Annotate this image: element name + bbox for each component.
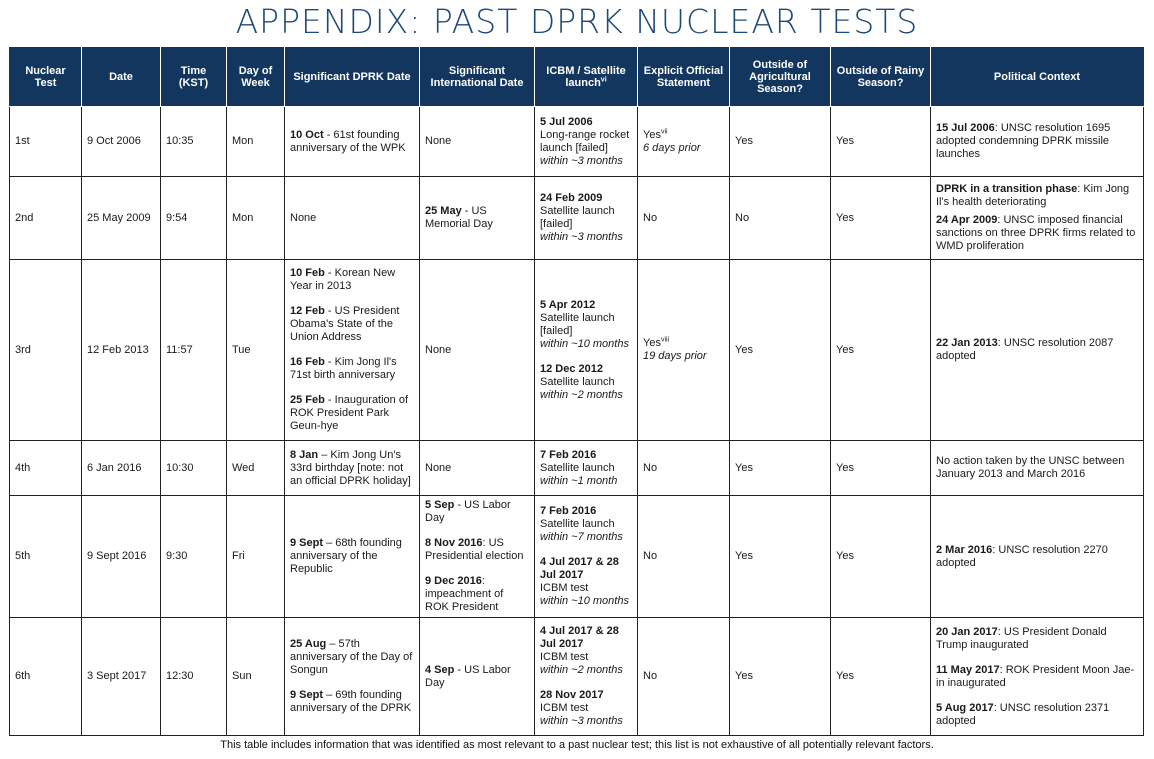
icbm-entry xyxy=(540,505,632,544)
header-agricultural: Outside of Agricultural Season? xyxy=(730,48,831,107)
dprk-entry-text: – 57th anniversary of the Day of Songun xyxy=(290,638,413,676)
table-row xyxy=(10,441,1144,496)
political-entry-text: : ROK President Moon Jae-in inaugurated xyxy=(936,663,1135,689)
cell-rainy: Yes xyxy=(831,107,931,177)
cell-icbm xyxy=(535,260,638,441)
cell-date: 25 May 2009 xyxy=(82,177,161,260)
dprk-entry-date: 25 Aug xyxy=(290,638,327,650)
dprk-entry xyxy=(290,129,414,155)
dprk-entry-text: – 69th founding anniversary of the DPRK xyxy=(290,689,412,714)
intl-entry-text: - US Labor Day xyxy=(425,499,511,524)
cell-time: 10:30 xyxy=(161,441,227,496)
icbm-entry-interval: within ~1 month xyxy=(540,474,618,487)
intl-entry-date: 4 Sep xyxy=(425,663,455,676)
cell-intl-date: None xyxy=(420,260,535,441)
icbm-entry-date: 7 Feb 2016 xyxy=(540,448,597,461)
icbm-entry-text: ICBM test xyxy=(540,651,589,663)
header-time: Time (KST) xyxy=(161,48,227,107)
cell-dprk-date xyxy=(285,496,420,618)
intl-entry xyxy=(425,205,529,231)
cell-agricultural: Yes xyxy=(730,107,831,177)
icbm-entry xyxy=(540,363,632,402)
table-row xyxy=(10,496,1144,618)
icbm-entry-text: Long-range rocket launch [failed] xyxy=(540,128,630,154)
political-entry-text: : Kim Jong Il's health deteriorating xyxy=(936,183,1130,208)
cell-icbm xyxy=(535,618,638,736)
icbm-entry-date: 24 Feb 2009 xyxy=(540,192,603,204)
cell-intl-date: None xyxy=(420,107,535,177)
icbm-entry-text: Satellite launch [failed] xyxy=(540,205,615,230)
table-row xyxy=(10,107,1144,177)
cell-dow: Wed xyxy=(227,441,285,496)
cell-icbm xyxy=(535,496,638,618)
cell-political xyxy=(931,260,1144,441)
cell-icbm xyxy=(535,107,638,177)
intl-entry xyxy=(425,499,529,525)
intl-entry-text: : impeachment of ROK President xyxy=(425,575,504,613)
dprk-entry-text: - 61st founding anniversary of the WPK xyxy=(290,128,406,154)
dprk-entry-date: 9 Sept xyxy=(290,689,324,701)
political-entry-date: 20 Jan 2017 xyxy=(936,625,998,638)
intl-entry-text: - US Labor Day xyxy=(425,663,511,689)
cell-intl-date xyxy=(420,177,535,260)
cell-political xyxy=(931,177,1144,260)
cell-dprk-date xyxy=(285,441,420,496)
intl-entry-date: 9 Dec 2016 xyxy=(425,575,482,587)
cell-political xyxy=(931,107,1144,177)
cell-statement: No xyxy=(638,618,730,736)
cell-dow: Tue xyxy=(227,260,285,441)
political-entry-date: DPRK in a transition phase xyxy=(936,183,1078,195)
political-entry xyxy=(936,664,1138,690)
icbm-entry-text: ICBM test xyxy=(540,702,589,714)
cell-rainy: Yes xyxy=(831,618,931,736)
statement-footnote: viii xyxy=(660,336,670,344)
icbm-entry-interval: within ~10 months xyxy=(540,595,629,607)
header-nuclear-test: Nuclear Test xyxy=(10,48,82,107)
header-rainy: Outside of Rainy Season? xyxy=(831,48,931,107)
table-row xyxy=(10,260,1144,441)
cell-dow: Sun xyxy=(227,618,285,736)
table-row xyxy=(10,177,1144,260)
icbm-entry-interval: within ~2 months xyxy=(540,388,623,401)
dprk-entry xyxy=(290,356,414,382)
cell-political: No action taken by the UNSC between January 2013 and March 2016 xyxy=(931,441,1144,496)
cell-date: 3 Sept 2017 xyxy=(82,618,161,736)
cell-agricultural: Yes xyxy=(730,441,831,496)
cell-dow: Fri xyxy=(227,496,285,618)
statement-text: Yes xyxy=(643,337,661,349)
header-political: Political Context xyxy=(931,48,1144,107)
header-row xyxy=(10,48,1144,107)
icbm-entry-text: ICBM test xyxy=(540,582,589,594)
cell-rainy: Yes xyxy=(831,177,931,260)
icbm-entry xyxy=(540,192,632,244)
header-intl-date: Significant International Date xyxy=(420,48,535,107)
cell-statement xyxy=(638,260,730,441)
cell-rainy: Yes xyxy=(831,260,931,441)
cell-time: 9:54 xyxy=(161,177,227,260)
dprk-entry xyxy=(290,449,414,488)
cell-test: 3rd xyxy=(10,260,82,441)
dprk-entry-date: 16 Feb xyxy=(290,356,325,368)
political-entry-date: 5 Aug 2017 xyxy=(936,701,994,714)
political-entry-date: 24 Apr 2009 xyxy=(936,214,998,226)
political-entry xyxy=(936,183,1138,209)
cell-agricultural: Yes xyxy=(730,260,831,441)
dprk-entry-date: 10 Feb xyxy=(290,267,325,279)
icbm-entry-date: 4 Jul 2017 & 28 Jul 2017 xyxy=(540,556,619,581)
political-entry xyxy=(936,214,1138,253)
cell-intl-date: None xyxy=(420,441,535,496)
icbm-entry-date: 5 Jul 2006 xyxy=(540,115,593,128)
dprk-entry-text: – 68th founding anniversary of the Republic xyxy=(290,537,402,575)
cell-agricultural: Yes xyxy=(730,618,831,736)
dprk-entry xyxy=(290,267,414,293)
icbm-entry xyxy=(540,299,632,351)
icbm-entry-interval: within ~10 months xyxy=(540,337,629,350)
dprk-entry xyxy=(290,537,414,576)
cell-icbm xyxy=(535,177,638,260)
political-entry-text: : UNSC resolution 2087 adopted xyxy=(936,337,1114,362)
icbm-entry-date: 7 Feb 2016 xyxy=(540,505,597,517)
dprk-entry xyxy=(290,394,414,433)
icbm-entry-date: 5 Apr 2012 xyxy=(540,298,596,311)
political-entry-text: : UNSC resolution 2371 adopted xyxy=(936,701,1110,727)
intl-entry xyxy=(425,537,529,563)
cell-dprk-date xyxy=(285,618,420,736)
intl-entry xyxy=(425,575,529,614)
icbm-entry-text: Satellite launch [failed] xyxy=(540,311,615,337)
icbm-entry xyxy=(540,689,632,728)
cell-test: 2nd xyxy=(10,177,82,260)
political-entry-text: : UNSC resolution 1695 adopted condemning DPRK missile launches xyxy=(936,122,1111,160)
cell-dprk-date: None xyxy=(285,177,420,260)
political-entry-text: : US President Donald Trump inaugurated xyxy=(936,625,1107,651)
cell-statement xyxy=(638,107,730,177)
icbm-entry xyxy=(540,625,632,677)
cell-time: 10:35 xyxy=(161,107,227,177)
header-icbm xyxy=(535,48,638,107)
cell-rainy: Yes xyxy=(831,441,931,496)
header-icbm-label: ICBM / Satellite launch xyxy=(546,65,626,89)
political-entry-date: 2 Mar 2016 xyxy=(936,543,993,556)
dprk-entry-text: - Korean New Year in 2013 xyxy=(290,267,396,292)
icbm-entry-interval: within ~3 months xyxy=(540,715,623,727)
statement-value xyxy=(643,337,724,350)
dprk-entry xyxy=(290,638,414,677)
cell-intl-date xyxy=(420,618,535,736)
cell-statement: No xyxy=(638,496,730,618)
political-entry-date: 11 May 2017 xyxy=(936,663,1000,676)
political-entry xyxy=(936,544,1138,570)
icbm-entry-date: 28 Nov 2017 xyxy=(540,689,604,701)
cell-intl-date xyxy=(420,496,535,618)
icbm-entry-text: Satellite launch xyxy=(540,518,615,530)
icbm-entry-interval: within ~3 months xyxy=(540,231,623,243)
cell-date: 12 Feb 2013 xyxy=(82,260,161,441)
cell-agricultural: Yes xyxy=(730,496,831,618)
cell-date: 9 Sept 2016 xyxy=(82,496,161,618)
cell-time: 12:30 xyxy=(161,618,227,736)
statement-text: Yes xyxy=(643,128,661,141)
header-icbm-footnote: vi xyxy=(600,76,607,84)
dprk-entry-date: 25 Feb xyxy=(290,394,325,406)
header-dprk-date: Significant DPRK Date xyxy=(285,48,420,107)
cell-dprk-date xyxy=(285,260,420,441)
dprk-entry-date: 10 Oct xyxy=(290,128,324,141)
header-date: Date xyxy=(82,48,161,107)
icbm-entry-interval: within ~3 months xyxy=(540,154,623,167)
cell-time: 9:30 xyxy=(161,496,227,618)
cell-statement: No xyxy=(638,177,730,260)
political-entry xyxy=(936,626,1138,652)
statement-footnote: vii xyxy=(660,127,668,135)
cell-statement: No xyxy=(638,441,730,496)
cell-date: 9 Oct 2006 xyxy=(82,107,161,177)
cell-dow: Mon xyxy=(227,107,285,177)
cell-icbm xyxy=(535,441,638,496)
intl-entry-date: 8 Nov 2016 xyxy=(425,537,483,549)
icbm-entry-text: Satellite launch xyxy=(540,461,615,474)
statement-timing: 6 days prior xyxy=(643,141,701,154)
page-title: APPENDIX: PAST DPRK NUCLEAR TESTS xyxy=(235,2,919,41)
statement-value xyxy=(643,129,724,142)
political-entry xyxy=(936,337,1138,363)
header-day-of-week: Day of Week xyxy=(227,48,285,107)
icbm-entry xyxy=(540,116,632,168)
dprk-entry-date: 9 Sept xyxy=(290,537,324,549)
cell-time: 11:57 xyxy=(161,260,227,441)
cell-agricultural: No xyxy=(730,177,831,260)
dprk-entry-date: 12 Feb xyxy=(290,305,325,317)
header-statement: Explicit Official Statement xyxy=(638,48,730,107)
dprk-entry xyxy=(290,689,414,715)
dprk-entry-text: - Kim Jong Il's 71st birth anniversary xyxy=(290,356,397,381)
cell-test: 5th xyxy=(10,496,82,618)
political-entry-text: : UNSC resolution 2270 adopted xyxy=(936,543,1108,569)
intl-entry-text: : US Presidential election xyxy=(425,537,524,562)
cell-political xyxy=(931,496,1144,618)
dprk-entry-date: 8 Jan xyxy=(290,448,319,461)
dprk-entry-text: - Inauguration of ROK President Park Geun-hye xyxy=(290,394,409,432)
political-entry-date: 15 Jul 2006 xyxy=(936,122,995,134)
icbm-entry xyxy=(540,449,632,488)
cell-dprk-date xyxy=(285,107,420,177)
political-entry-date: 22 Jan 2013 xyxy=(936,337,998,349)
cell-test: 6th xyxy=(10,618,82,736)
table-row xyxy=(10,618,1144,736)
political-entry xyxy=(936,702,1138,728)
political-entry xyxy=(936,122,1138,161)
dprk-entry xyxy=(290,305,414,344)
icbm-entry-date: 4 Jul 2017 & 28 Jul 2017 xyxy=(540,625,619,650)
icbm-entry-text: Satellite launch xyxy=(540,375,615,388)
political-entry-text: : UNSC imposed financial sanctions on three DPRK firms related to WMD proliferation xyxy=(936,214,1136,252)
cell-dow: Mon xyxy=(227,177,285,260)
intl-entry-date: 5 Sep xyxy=(425,499,455,511)
icbm-entry-interval: within ~2 months xyxy=(540,664,623,676)
icbm-entry-interval: within ~7 months xyxy=(540,531,623,543)
dprk-entry-text: – Kim Jong Un's 33rd birthday [note: not an official DPRK holiday] xyxy=(290,448,411,487)
intl-entry xyxy=(425,664,529,690)
cell-date: 6 Jan 2016 xyxy=(82,441,161,496)
cell-rainy: Yes xyxy=(831,496,931,618)
nuclear-tests-table xyxy=(9,47,1144,736)
footnote-text: This table includes information that was identified as most relevant to a past nuclear test; this list is not exhaustive of all potentially relevant factors. xyxy=(220,739,934,751)
dprk-entry-text: - US President Obama's State of the Union Address xyxy=(290,305,400,343)
icbm-entry-date: 12 Dec 2012 xyxy=(540,362,603,375)
icbm-entry xyxy=(540,556,632,608)
statement-timing: 19 days prior xyxy=(643,350,707,362)
cell-political xyxy=(931,618,1144,736)
intl-entry-text: - US Memorial Day xyxy=(425,205,493,230)
cell-test: 1st xyxy=(10,107,82,177)
intl-entry-date: 25 May xyxy=(425,205,462,217)
cell-test: 4th xyxy=(10,441,82,496)
